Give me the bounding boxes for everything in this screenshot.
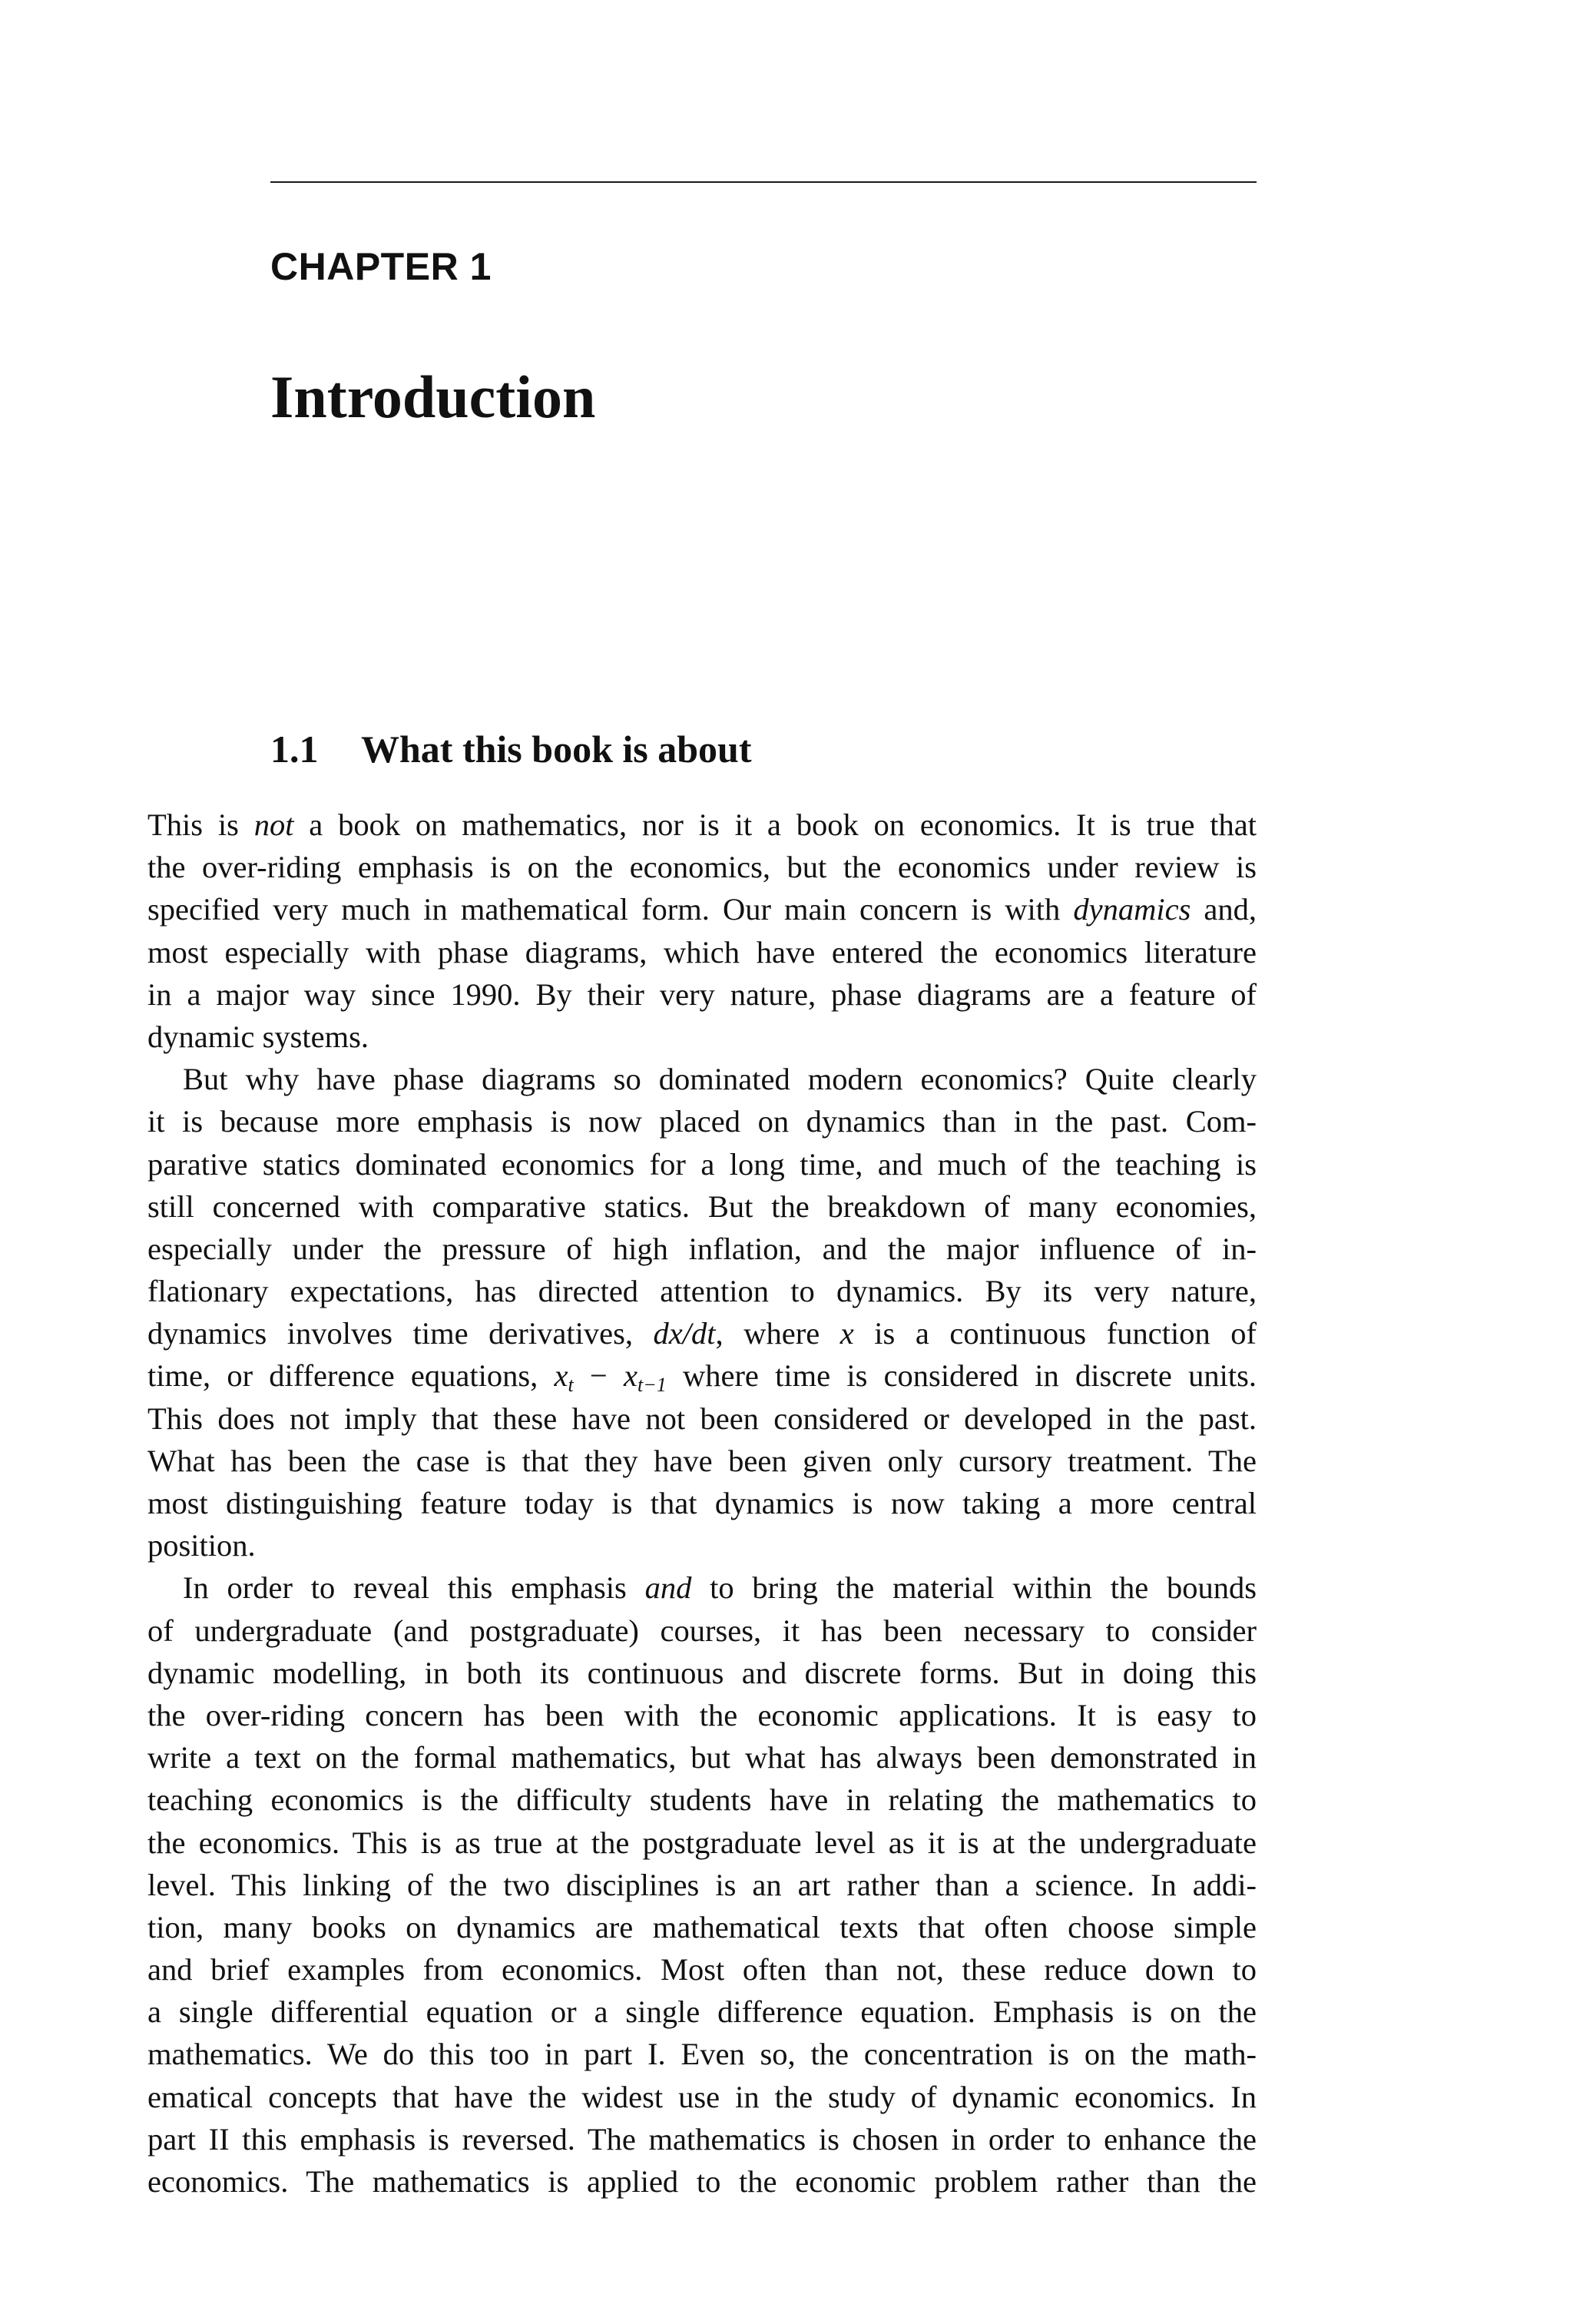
text-line: in a major way since 1990. By their very nature, phase diagrams are a feature of (147, 976, 1257, 1012)
text-line: What has been the case is that they have been given only cursory treatment. The (147, 1443, 1257, 1478)
text-line: economics. The mathematics is applied to the economic problem rather than the (147, 2164, 1257, 2199)
text-line: flationary expectations, has directed attention to dynamics. By its very nature, (147, 1274, 1257, 1309)
text-line: write a text on the formal mathematics, but what has always been demonstrated in (147, 1740, 1257, 1775)
body-text (147, 804, 1257, 2203)
text-line: dynamic systems. (147, 1019, 369, 1054)
text-line: and brief examples from economics. Most often than not, these reduce down to (147, 1952, 1257, 1988)
text-line: especially under the pressure of high inflation, and the major influence of in- (147, 1231, 1257, 1266)
text-line: level. This linking of the two disciplines is an art rather than a science. In addi- (147, 1867, 1257, 1902)
chapter-title: Introduction (270, 363, 596, 430)
text-line: But why have phase diagrams so dominated modern economics? Quite clearly (183, 1062, 1257, 1097)
text-line: the economics. This is as true at the postgraduate level as it is at the undergraduate (147, 1825, 1257, 1860)
text-line: parative statics dominated economics for a long time, and much of the teaching is (147, 1146, 1257, 1182)
text-line: This does not imply that these have not been considered or developed in the past. (147, 1401, 1257, 1436)
text-line: dynamic modelling, in both its continuous and discrete forms. But in doing this (147, 1655, 1257, 1690)
chapter-label: CHAPTER 1 (270, 245, 492, 288)
text-line: of undergraduate (and postgraduate) courses, it has been necessary to consider (147, 1613, 1257, 1648)
text-line: mathematics. We do this too in part I. Even so, the concentration is on the math- (147, 2037, 1257, 2072)
section-number: 1.1 (270, 728, 319, 771)
text-line: part II this emphasis is reversed. The mathematics is chosen in order to enhance the (147, 2121, 1257, 2157)
top-rule (270, 181, 1257, 183)
text-line: specified very much in mathematical form. Our main concern is with dynamics and, (147, 892, 1257, 927)
text-line: In order to reveal this emphasis and to bring the material within the bounds (183, 1570, 1257, 1606)
text-line: time, or difference equations, $x_t - x_{t-1}$ where time is considered in discrete units. (147, 1358, 1257, 1397)
text-line: most distinguishing feature today is that dynamics is now taking a more central (147, 1486, 1257, 1520)
text-line: a single differential equation or a single difference equation. Emphasis is on the (147, 1994, 1257, 2030)
text-line: the over-riding emphasis is on the economics, but the economics under review is (147, 850, 1257, 885)
text-line: still concerned with comparative statics. But the breakdown of many economies, (147, 1189, 1257, 1224)
section-title: What this book is about (361, 728, 752, 771)
text-line: teaching economics is the difficulty students have in relating the mathematics to (147, 1782, 1257, 1818)
text-line: the over-riding concern has been with the economic applications. It is easy to (147, 1697, 1257, 1732)
text-line: tion, many books on dynamics are mathematical texts that often choose simple (147, 1909, 1257, 1944)
section-heading (270, 728, 752, 771)
text-line: most especially with phase diagrams, which have entered the economics literature (147, 934, 1257, 970)
text-line: it is because more emphasis is now placed on dynamics than in the past. Com- (147, 1104, 1257, 1139)
text-line: ematical concepts that have the widest use in the study of dynamic economics. In (147, 2079, 1257, 2114)
text-line: This is not a book on mathematics, nor is it a book on economics. It is true that (147, 807, 1257, 842)
text-line: dynamics involves time derivatives, dx/dt, where x is a continuous function of (147, 1316, 1257, 1351)
text-line: position. (147, 1528, 256, 1563)
